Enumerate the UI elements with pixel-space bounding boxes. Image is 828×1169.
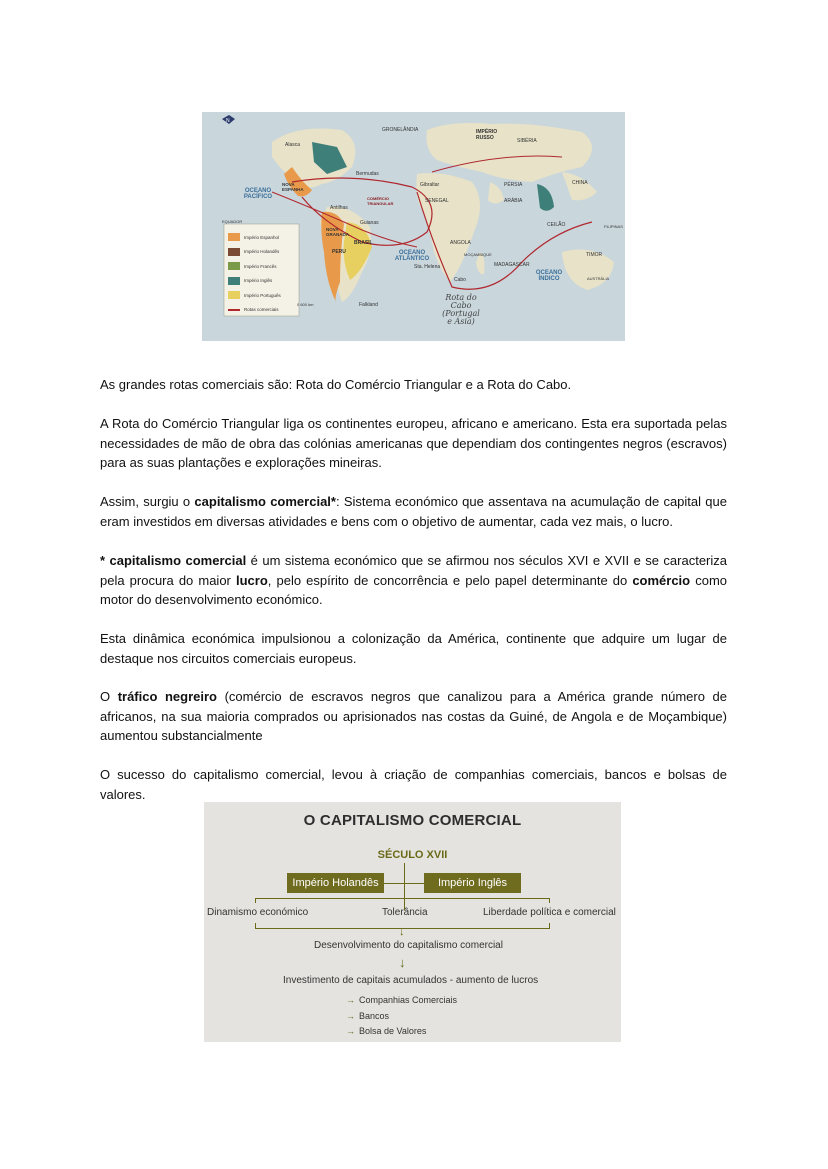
item-tolerancia: Tolerância xyxy=(382,907,428,918)
paragraph-2: A Rota do Comércio Triangular liga os continentes europeu, africano e americano. Esta era suportada pelas necessidades de mão de obra das colónias americanas que dependiam dos contingentes negros (escravos) para as suas plantações e explorações mineiras. xyxy=(100,416,727,470)
paragraph-5: Esta dinâmica económica impulsionou a colonização da América, continente que adquire um lugar de destaque nos circuitos comerciais europeus. xyxy=(100,631,727,666)
capitalism-diagram xyxy=(204,802,621,1042)
legend-swatch xyxy=(228,277,240,285)
diagram-list-item xyxy=(346,1011,457,1027)
map-label-oceano-indico: OCEANO ÍNDICO xyxy=(535,270,563,282)
arrow-right-icon: → xyxy=(346,1026,355,1036)
paragraph-4 xyxy=(100,551,727,610)
map-label-cabo: Cabo xyxy=(454,277,466,283)
map-label-arabia: ARÁBIA xyxy=(504,198,523,204)
legend-item xyxy=(228,259,298,274)
diagram-bracket-top-left xyxy=(255,898,256,903)
box-imperio-holandes: Império Holandês xyxy=(287,873,384,893)
diagram-connector-horizontal xyxy=(384,883,424,884)
map-label-gronelandia: GRONELÂNDIA xyxy=(382,127,419,133)
map-label-antilhas: Antilhas xyxy=(330,205,348,211)
legend-label: Império Inglês xyxy=(244,278,273,284)
legend-label: Império Francês xyxy=(244,263,277,269)
map-scale: 0 600 km xyxy=(297,302,314,307)
diagram-list-item xyxy=(346,1026,457,1042)
diagram-list xyxy=(346,995,457,1042)
legend-label: Império Holandês xyxy=(244,249,280,255)
map-label-nova-espanha: NOVA ESPANHA xyxy=(282,182,304,192)
diagram-list-item xyxy=(346,995,457,1011)
arrow-right-icon: → xyxy=(346,1010,355,1021)
map-label-brasil: BRASIL xyxy=(354,240,373,246)
paragraph-3-end: : Sistema económico que assentava na acumulação de capital que eram investidos em diversas atividades e bens com o objetivo de aumentar, cada vez mais, o lucro. xyxy=(100,494,727,529)
text-desenvolvimento: Desenvolvimento do capitalismo comercial xyxy=(314,940,503,951)
map-label-madagascar: MADAGASCAR xyxy=(494,262,530,268)
item-liberdade: Liberdade política e comercial xyxy=(483,907,616,918)
map-label-guianas: Guianas xyxy=(360,220,379,226)
map-label-ceilao: CEILÃO xyxy=(547,222,566,228)
legend-label: Império Português xyxy=(244,292,281,298)
paragraph-6-end: (comércio de escravos negros que canalizou para a América grande número de africanos, na sua maioria comprados ou aprisionados nas costas da Guiné, de Angola e de Moçambique) aumentou substancialmente xyxy=(100,689,727,743)
map-label-mocambique: MOÇAMBIQUE xyxy=(464,252,492,257)
map-label-sta-helena: Sta. Helena xyxy=(414,264,441,270)
map-label-oceano-atlantico: OCEANO ATLÂNTICO xyxy=(394,250,430,262)
paragraph-4-text-1: é um sistema económico que se afirmou nos séculos XVI e XVII e se caracteriza pela procura do maior xyxy=(100,553,728,588)
legend-swatch xyxy=(228,248,240,256)
legend-item xyxy=(228,245,298,260)
term-comercio: comércio xyxy=(632,572,691,588)
paragraph-6-start: O xyxy=(100,689,118,704)
map-label-imperio-russo: IMPÉRIO RUSSO xyxy=(476,129,498,141)
map-handwriting: Rota do Cabo (Portugal e Ásia) xyxy=(442,293,480,326)
map-label-comercio-triangular: COMÉRCIO TRIANGULAR xyxy=(367,196,394,206)
legend-item xyxy=(228,288,298,303)
arrow-down-1: ↓ xyxy=(399,926,405,938)
box-imperio-ingles: Império Inglês xyxy=(424,873,521,893)
legend-swatch xyxy=(228,262,240,270)
diagram-bracket-bottom-left xyxy=(255,923,256,928)
footnote-term: * capitalismo comercial xyxy=(100,553,247,568)
term-lucro: lucro xyxy=(235,572,268,588)
paragraph-3-start: Assim, surgiu o xyxy=(100,494,195,509)
diagram-bracket-top xyxy=(255,898,550,899)
text-investimento: Investimento de capitais acumulados - aumento de lucros xyxy=(283,975,539,986)
map-label-australia: AUSTRÁLIA xyxy=(587,276,610,281)
diagram-century: SÉCULO XVII xyxy=(377,849,448,861)
map-label-peru: PERU xyxy=(332,249,346,255)
map-label-persia: PÉRSIA xyxy=(504,182,523,188)
map-label-senegal: SENEGAL xyxy=(425,198,449,204)
paragraph-3 xyxy=(100,492,727,531)
diagram-bracket-top-right xyxy=(549,898,550,903)
map-legend xyxy=(228,230,298,317)
diagram-bracket-bottom-right xyxy=(549,923,550,928)
paragraph-4-text-3: como motor do desenvolvimento económico. xyxy=(100,572,728,607)
legend-swatch xyxy=(228,291,240,299)
map-label-timor: TIMOR xyxy=(586,252,603,258)
diagram-list-label: Companhias Comerciais xyxy=(359,995,458,1005)
paragraph-1: As grandes rotas comerciais são: Rota do Comércio Triangular e a Rota do Cabo. xyxy=(100,377,572,392)
map-label-siberia: SIBÉRIA xyxy=(517,138,537,144)
map-label-filipinas: FILIPINAS xyxy=(604,224,623,229)
map-label-bermudas: Bermudas xyxy=(356,171,379,177)
diagram-list-label: Bancos xyxy=(359,1010,390,1021)
paragraph-6 xyxy=(100,687,727,746)
map-label-equador: EQUADOR xyxy=(222,219,243,224)
term-capitalismo-comercial: capitalismo comercial* xyxy=(194,494,336,509)
map-label-angola: ANGOLA xyxy=(450,240,471,246)
legend-swatch xyxy=(228,233,240,241)
legend-label: Império Espanhol xyxy=(244,234,280,240)
diagram-connector-vertical xyxy=(404,863,405,910)
north-label: N xyxy=(226,118,230,124)
map-label-oceano-pacifico: OCEANO PACÍFICO xyxy=(243,188,273,200)
legend-item xyxy=(228,274,298,289)
legend-item xyxy=(228,230,298,245)
historical-trade-routes-map xyxy=(202,112,625,341)
legend-label: Rotas comerciais xyxy=(244,307,279,313)
paragraph-7: O sucesso do capitalismo comercial, levou à criação de companhias comerciais, bancos e bolsas de valores. xyxy=(100,767,727,802)
legend-item xyxy=(228,303,298,318)
item-dinamismo-economico: Dinamismo económico xyxy=(207,907,309,918)
map-label-china: CHINA xyxy=(572,180,588,186)
paragraph-4-text-2: , pelo espírito de concorrência e pelo papel determinante do xyxy=(267,572,633,588)
legend-swatch xyxy=(228,309,240,311)
map-label-gibraltar: Gibraltar xyxy=(420,182,440,188)
diagram-list-label: Bolsa de Valores xyxy=(359,1026,427,1036)
arrow-down-2: ↓ xyxy=(399,955,406,970)
map-label-nova-granada: NOVA GRANADA xyxy=(326,227,349,237)
diagram-title: O CAPITALISMO COMERCIAL xyxy=(303,812,522,829)
arrow-right-icon: → xyxy=(346,995,355,1005)
term-trafico-negreiro: tráfico negreiro xyxy=(117,689,218,704)
map-label-alasca: Alasca xyxy=(285,142,301,148)
map-label-falkland: Falkland xyxy=(359,302,378,308)
